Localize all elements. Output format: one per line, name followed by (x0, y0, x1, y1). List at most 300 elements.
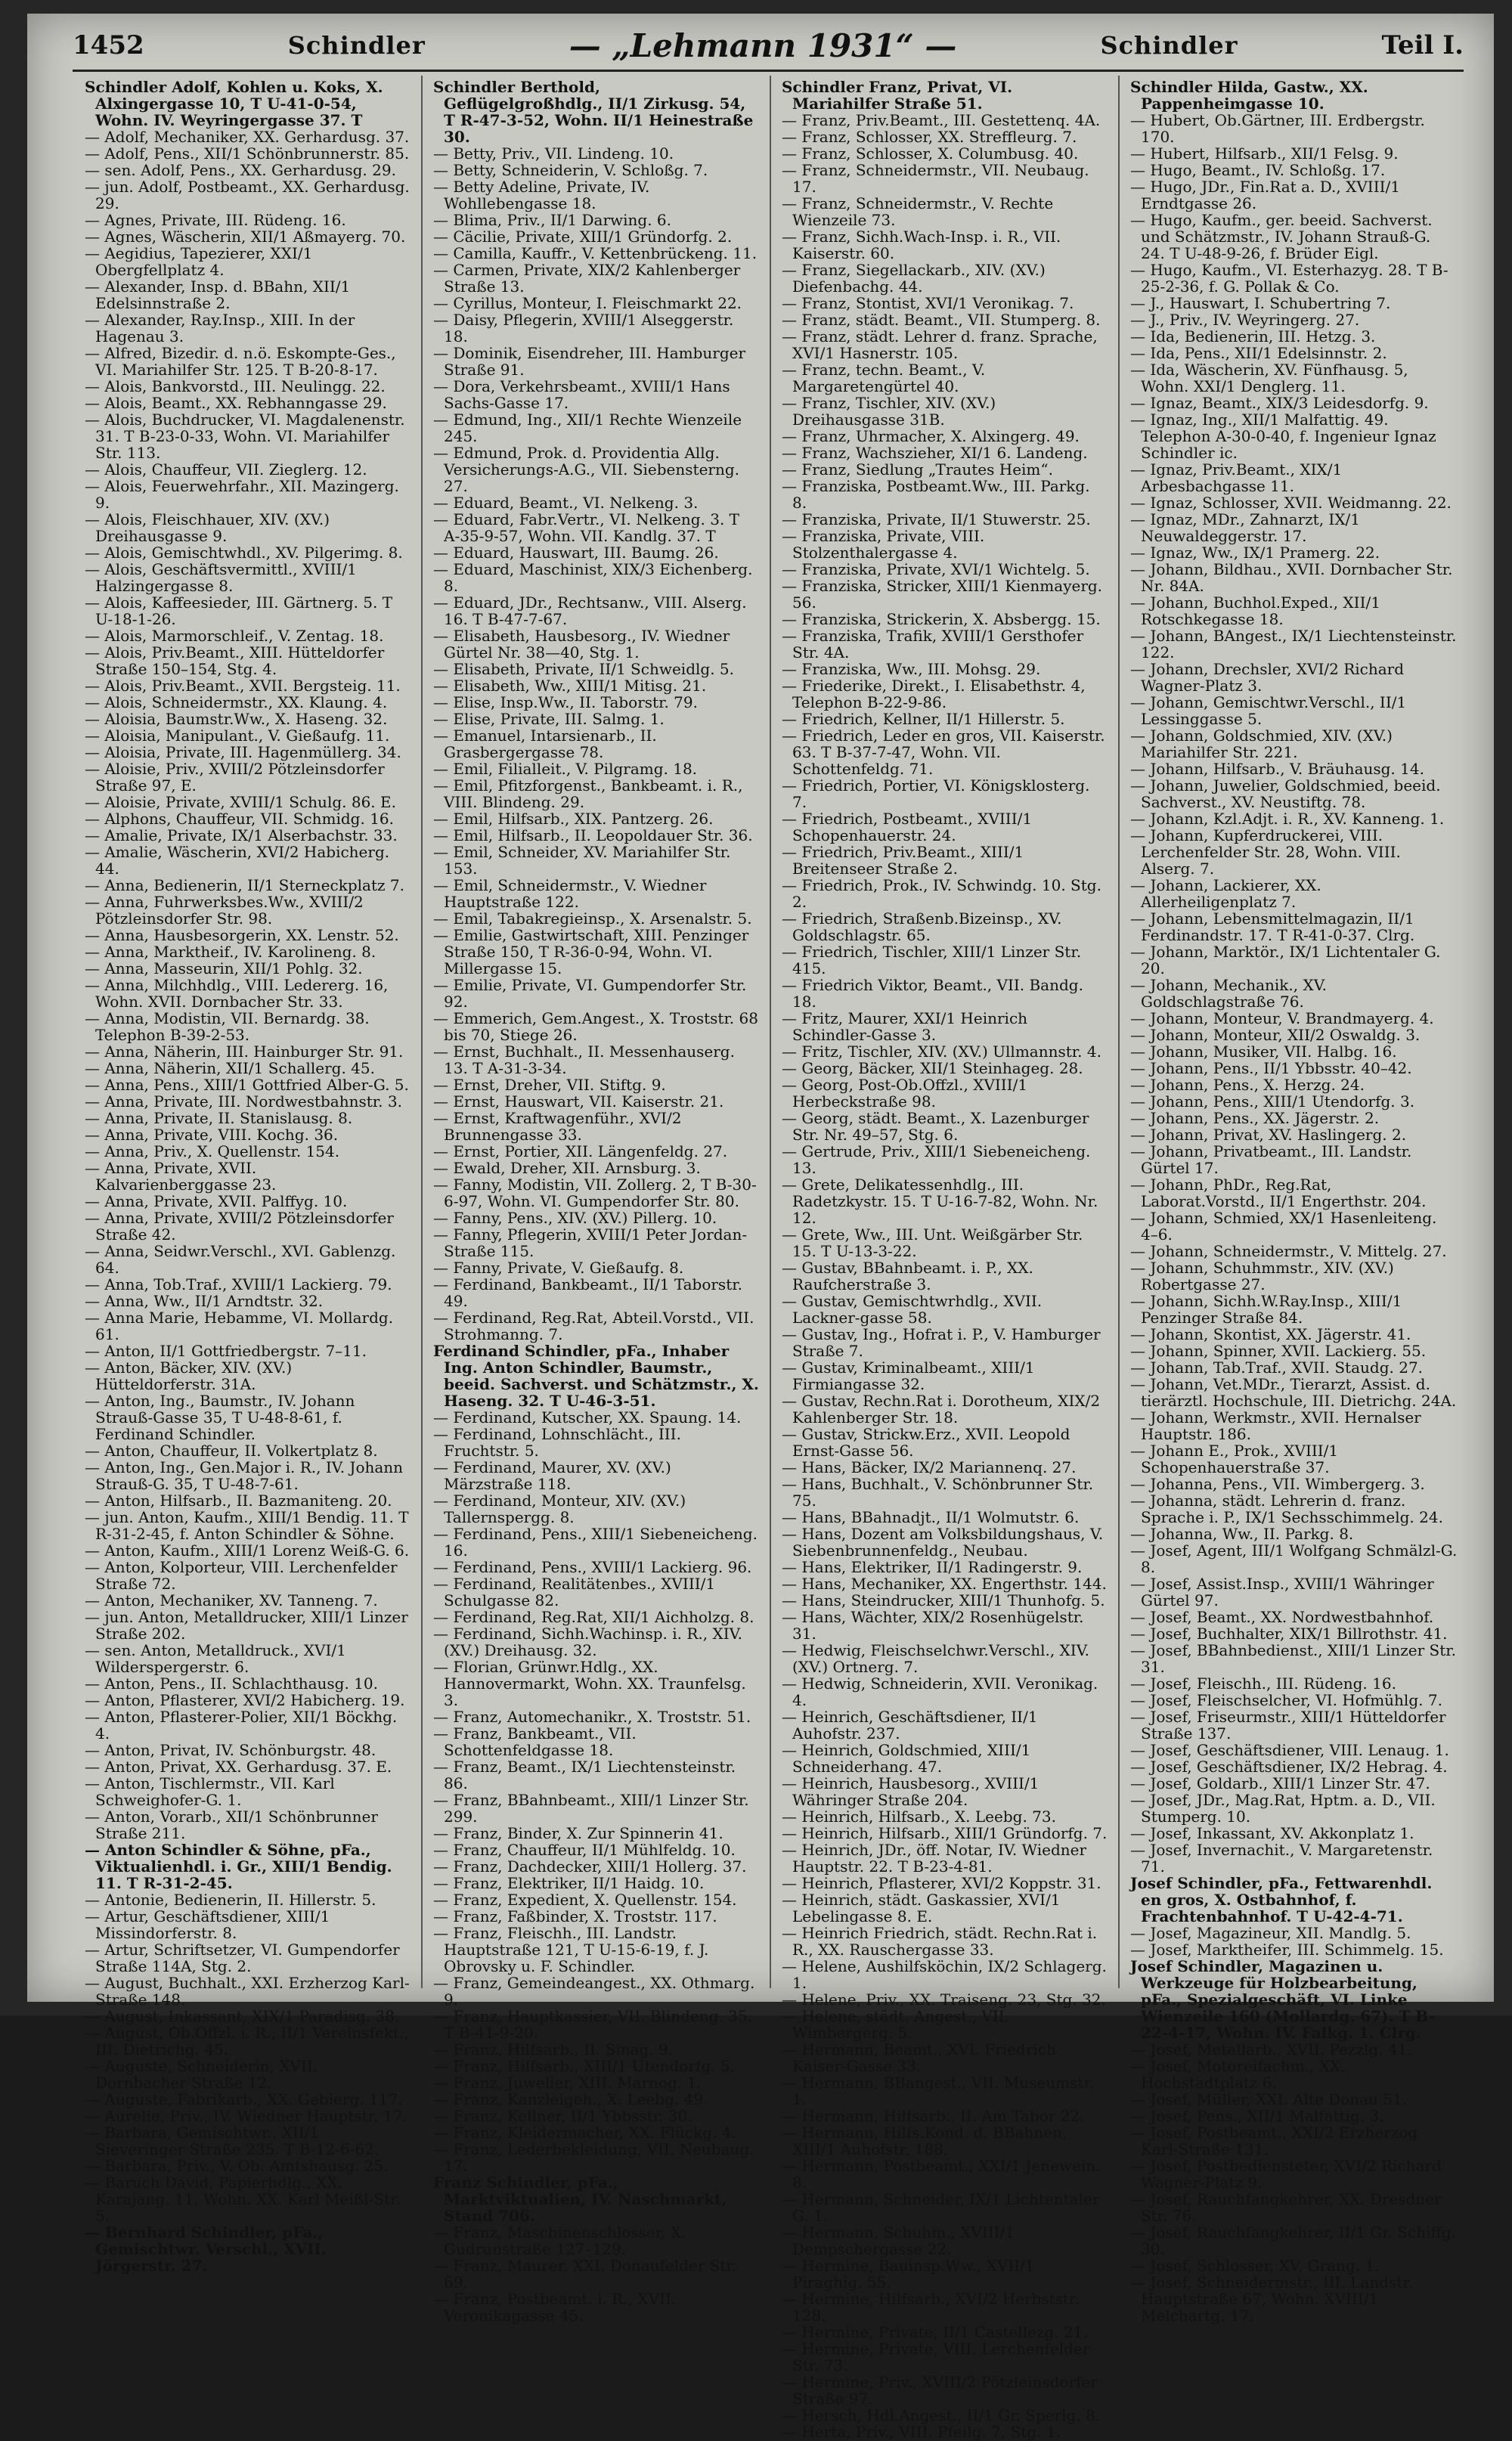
directory-entry: — Anton, Privat, IV. Schönburgstr. 48. (85, 1741, 376, 1759)
directory-entry: — Anna, Seidwr.Verschl., XVI. Gablenzg. 64. (85, 1242, 396, 1277)
directory-entry: — jun. Anton, Metalldrucker, XIII/1 Linzer Straße 202. (85, 1608, 408, 1643)
directory-entry: — Ernst, Portier, XII. Längenfeldg. 27. (433, 1142, 728, 1160)
directory-entry: — Josef, Postbeamt., XXI/2 Erzherzog Karl-Straße 131. (1130, 2123, 1418, 2158)
directory-entry: — Josef, Goldarb., XIII/1 Linzer Str. 47. (1130, 1774, 1430, 1792)
directory-entry: — Johann, Goldschmied, XIV. (XV.) Mariahilfer Str. 221. (1130, 726, 1393, 761)
directory-entry: — Johann, Schmied, XX/1 Hasenleiteng. 4–6. (1130, 1209, 1437, 1244)
directory-entry: — Anna, Pens., XIII/1 Gottfried Alber-G. 5. (85, 1076, 409, 1094)
directory-entry: — Anna, Masseurin, XII/1 Pohlg. 32. (85, 959, 363, 977)
directory-entry: — Betty, Schneiderin, V. Schloßg. 7. (433, 161, 708, 179)
directory-entry: — Friedrich, Portier, VI. Königsklosterg. 7. (782, 776, 1090, 811)
directory-entry: — Franz, Gemeindeangest., XX. Othmarg. 9. (433, 1974, 755, 2009)
directory-entry: — Johanna, Ww., II. Parkg. 8. (1130, 1525, 1354, 1543)
directory-entry: — Friedrich, Prok., IV. Schwindg. 10. Stg. 2. (782, 876, 1101, 911)
directory-entry: — Heinrich, Hilfsarb., XIII/1 Gründorfg. 7. (782, 1824, 1108, 1842)
directory-entry: — Anton, Vorarb., XII/1 Schönbrunner Straße 211. (85, 1808, 378, 1842)
directory-entry: — Helene, städt. Angest., VII. Wimbergerg. 5. (782, 2007, 1010, 2042)
directory-entry: — Ignaz, Priv.Beamt., XIX/1 Arbesbachgasse 11. (1130, 460, 1343, 495)
directory-entry: — Emil, Pfitzforgenst., Bankbeamt. i. R., VIII. Blindeng. 29. (433, 776, 743, 811)
directory-entry: — August, Inkassant, XIX/1 Paradisg. 38. (85, 2007, 400, 2025)
directory-entry: — Hermann, Postbeamt., XXI/1 Jenewein. 8. (782, 2157, 1101, 2192)
directory-entry: — Josef, Magazineur, XII. Mandlg. 5. (1130, 1924, 1411, 1942)
directory-entry: — Anton Schindler & Söhne, pFa., Viktualienhdl. i. Gr., XIII/1 Bendig. 11. T R-31-2-45. (85, 1841, 392, 1892)
directory-entry: — Cäcilie, Private, XIII/1 Gründorfg. 2. (433, 228, 733, 246)
directory-entry: — Franz, Elektriker, II/1 Haidg. 10. (433, 1874, 705, 1892)
directory-entry: — jun. Anton, Kaufm., XIII/1 Bendig. 11. T R-31-2-45, f. Anton Schindler & Söhne. (85, 1508, 409, 1543)
directory-entry: — Franz, Maurer, XXI. Donaufelder Str. 69. (433, 2257, 737, 2291)
directory-entry: — Heinrich, Hilfsarb., X. Leebg. 73. (782, 1808, 1056, 1826)
directory-entry: — Ernst, Kraftwagenführ., XVI/2 Brunnengasse 33. (433, 1109, 682, 1144)
directory-entry: — Hermann, Beamt., XVI. Friedrich Kaiser-Gasse 33. (782, 2040, 1056, 2075)
header-part: Teil I. (1381, 30, 1464, 60)
directory-entry: — Hermann, Schuhm., XVIII/1 Dempschergasse 22. (782, 2223, 1015, 2258)
column-4 (1120, 76, 1468, 2325)
directory-entry: — Grete, Delikatessenhdlg., III. Radetzkystr. 15. T U-16-7-82, Wohn. Nr. 12. (782, 1176, 1098, 1227)
directory-entry: — Franziska, Strickerin, X. Absbergg. 15. (782, 610, 1101, 628)
directory-entry: — Johanna, städt. Lehrerin d. franz. Sprache i. P., IX/1 Sechsschimmelg. 24. (1130, 1492, 1443, 1526)
directory-entry: — Josef, Schlosser, XV. Grang. 1. (1130, 2257, 1380, 2275)
directory-entry: — Johann, Privatbeamt., III. Landstr. Gürtel 17. (1130, 1142, 1412, 1177)
directory-entry: — Josef, JDr., Mag.Rat, Hptm. a. D., VII. Stumperg. 10. (1130, 1791, 1436, 1826)
directory-entry: — Alois, Feuerwehrfahr., XII. Mazingerg. 9. (85, 477, 399, 512)
directory-entry: — Gustav, Ing., Hofrat i. P., V. Hamburger Straße 7. (782, 1325, 1101, 1360)
directory-entry: — Georg, städt. Beamt., X. Lazenburger Str. Nr. 49–57, Stg. 6. (782, 1109, 1089, 1144)
directory-entry: — Johann, Werkmstr., XVII. Hernalser Hauptstr. 186. (1130, 1408, 1421, 1443)
directory-entry: — Elisabeth, Private, II/1 Schweidlg. 5. (433, 660, 734, 678)
directory-entry: — Alois, Schneidermstr., XX. Klaung. 4. (85, 693, 388, 711)
directory-entry: — Johann, Privat, XV. Haslingerg. 2. (1130, 1126, 1407, 1144)
page-number: 1452 (73, 30, 144, 60)
directory-entry: — Anton, Hilfsarb., II. Bazmaniteng. 20. (85, 1492, 392, 1510)
directory-entry: — Hedwig, Schneiderin, XVII. Veronikag. 4. (782, 1674, 1098, 1709)
directory-entry: — Franz, Uhrmacher, X. Alxingerg. 49. (782, 427, 1080, 445)
directory-entry: — Hans, Mechaniker, XX. Engerthstr. 144. (782, 1575, 1107, 1593)
directory-entry: — Gustav, Strickw.Erz., XVII. Leopold Ernst-Gasse 56. (782, 1425, 1070, 1460)
directory-entry: — Anton, Bäcker, XIV. (XV.) Hütteldorferstr. 31A. (85, 1358, 293, 1393)
directory-entry: — Johann E., Prok., XVIII/1 Schopenhauerstraße 37. (1130, 1442, 1339, 1476)
directory-entry: — Eduard, Beamt., VI. Nelkeng. 3. (433, 494, 699, 512)
directory-entry: — Gustav, Gemischtwrhdlg., XVII. Lackner-gasse 58. (782, 1292, 1043, 1327)
directory-entry: — Anton, Kaufm., XIII/1 Lorenz Weiß-G. 6. (85, 1541, 410, 1560)
directory-entry: — Franz, Chauffeur, II/1 Mühlfeldg. 10. (433, 1841, 736, 1859)
page-header (73, 24, 1464, 67)
directory-entry: — Franziska, Postbeamt.Ww., III. Parkg. 8. (782, 477, 1090, 512)
directory-entry: — Heinrich Friedrich, städt. Rechn.Rat i. R., XX. Rauschergasse 33. (782, 1924, 1098, 1959)
directory-entry: — Josef, Friseurmstr., XIII/1 Hütteldorfer Straße 137. (1130, 1708, 1446, 1742)
directory-entry: — Bernhard Schindler, pFa., Gemischtwr. Verschl., XVII. Jörgerstr. 27. (85, 2223, 327, 2275)
directory-entry: — Emil, Filialleit., V. Pilgramg. 18. (433, 760, 698, 778)
directory-entry: — Ferdinand, Sichh.Wachinsp. i. R., XIV. (XV.) Dreihausg. 32. (433, 1625, 742, 1659)
directory-entry: — Alois, Bankvorstd., III. Neulingg. 22. (85, 377, 386, 395)
directory-entry: — Franz, Expedient, X. Quellenstr. 154. (433, 1891, 737, 1909)
directory-entry: — Franz, Wachszieher, XI/1 6. Landeng. (782, 444, 1088, 462)
directory-entry: — Ferdinand, Realitätenbes., XVIII/1 Schulgasse 82. (433, 1575, 716, 1609)
directory-entry: — Antonie, Bedienerin, II. Hillerstr. 5. (85, 1891, 376, 1909)
directory-entry: — Anton, II/1 Gottfriedbergstr. 7–11. (85, 1342, 367, 1360)
directory-entry: — Hugo, Beamt., IV. Schloßg. 17. (1130, 161, 1386, 179)
directory-entry: — Agnes, Private, III. Rüdeng. 16. (85, 211, 346, 229)
directory-entry: — Hans, BBahnadjt., II/1 Wolmutstr. 6. (782, 1508, 1080, 1526)
directory-entry: — Ferdinand, Lohnschlächt., III. Fruchtstr. 5. (433, 1425, 681, 1460)
directory-entry: — Franz, Fleischh., III. Landstr. Hauptstraße 121, T U-15-6-19, f. J. Obrovsky u. F. Schindler. (433, 1924, 709, 1975)
directory-entry: — Anna, Priv., X. Quellenstr. 154. (85, 1142, 340, 1160)
directory-entry: — Fritz, Maurer, XXI/1 Heinrich Schindler-Gasse 3. (782, 1009, 1028, 1044)
directory-entry: — Edmund, Prok. d. Providentia Allg. Versicherungs-A.G., VII. Siebensterng. 27. (433, 444, 740, 495)
directory-entry: — Herta, Priv., VIII. Pfeilg. 7, Stg. 1. (782, 2423, 1061, 2441)
directory-entry: — Johann, Spinner, XVII. Lackierg. 55. (1130, 1342, 1427, 1360)
directory-entry: — sen. Adolf, Pens., XX. Gerhardusg. 29. (85, 161, 396, 179)
directory-entry: — Franz, Hilfsarb., XIII/1 Utendorfg. 5. (433, 2057, 735, 2075)
directory-entry: — Alois, Geschäftsvermittl., XVIII/1 Halzingergasse 8. (85, 560, 357, 595)
directory-entry: — Anna, Fuhrwerksbes.Ww., XVIII/2 Pötzleinsdorfer Str. 98. (85, 893, 364, 928)
directory-entry: — Hermann, Schneider, IX/1 Lichtentaler G. 1. (782, 2190, 1100, 2225)
directory-entry: — Franz, Schneidermstr., VII. Neubaug. 17. (782, 161, 1089, 196)
directory-entry: — Hermine, Private, II/1 Castellezg. 21. (782, 2323, 1088, 2341)
directory-entry: — Alois, Priv.Beamt., XIII. Hütteldorfer Straße 150–154, Stg. 4. (85, 643, 385, 678)
directory-entry: — Johann, Marktör., IX/1 Lichtentaler G. 20. (1130, 943, 1441, 977)
directory-entry: — Emanuel, Intarsienarb., II. Grasbergergasse 78. (433, 726, 657, 761)
directory-entry: — Ignaz, Ww., IX/1 Pramerg. 22. (1130, 544, 1380, 562)
directory-entry: Franz Schindler, pFa., Marktviktualien, IV. Naschmarkt, Stand 706. (433, 2173, 727, 2225)
directory-entry: — Franz, städt. Beamt., VII. Stumperg. 8. (782, 311, 1101, 329)
directory-entry: — Johann, Mechanik., XV. Goldschlagstraße 76. (1130, 976, 1328, 1011)
directory-entry: — Franz, Siedlung „Trautes Heim“. (782, 460, 1053, 479)
directory-entry: — Franz, Lederbekleidung, VII. Neubaug. 17. (433, 2140, 754, 2175)
directory-entry: — Friedrich, Kellner, II/1 Hillerstr. 5. (782, 710, 1065, 728)
directory-entry: — Josef, Pens., XII/1 Malfattig. 3. (1130, 2107, 1384, 2125)
directory-entry: — Franz, Tischler, XIV. (XV.) Dreihausgasse 31B. (782, 394, 996, 429)
directory-entry: — Cyrillus, Monteur, I. Fleischmarkt 22. (433, 294, 742, 312)
directory-entry: — Josef, BBahnbedienst., XIII/1 Linzer Str. 31. (1130, 1641, 1456, 1676)
directory-entry: — Josef, Fleischh., III. Rüdeng. 16. (1130, 1674, 1396, 1693)
directory-entry: — Franz, Hauptkassier, VII. Blindeng. 35. T B-41-9-20. (433, 2007, 752, 2042)
directory-entry: — Anna, Private, XVII. Kalvarienberggasse 23. (85, 1159, 277, 1194)
directory-entry: — Franz, Kanzleigeh., X. Leebg. 49. (433, 2090, 708, 2108)
directory-entry: — Hugo, Kaufm., VI. Esterhazyg. 28. T B-25-2-36, f. G. Pollak & Co. (1130, 261, 1448, 296)
directory-entry: — Ignaz, Beamt., XIX/3 Leidesdorfg. 9. (1130, 394, 1429, 412)
directory-entry: — Franz, Kleidermacher, XX. Flückg. 4. (433, 2123, 736, 2142)
directory-entry: — Johann, Buchhol.Exped., XII/1 Rotschkegasse 18. (1130, 593, 1380, 628)
directory-entry: — Josef, Beamt., XX. Nordwestbahnhof. (1130, 1608, 1434, 1626)
directory-entry: — Josef, Inkassant, XV. Akkonplatz 1. (1130, 1824, 1414, 1842)
directory-entry: — Emil, Hilfsarb., II. Leopoldauer Str. 36. (433, 826, 753, 844)
header-title: — „Lehmann 1931“ — (569, 26, 957, 64)
directory-entry: — Emmerich, Gem.Angest., X. Troststr. 68 bis 70, Stiege 26. (433, 1009, 758, 1044)
directory-entry: — Anton, Chauffeur, II. Volkertplatz 8. (85, 1442, 378, 1460)
directory-entry: — Ferdinand, Kutscher, XX. Spaung. 14. (433, 1408, 742, 1426)
directory-entry: Schindler Hilda, Gastw., XX. Pappenheimgasse 10. (1130, 78, 1368, 113)
directory-entry: — Hersch, Hdl.Angest., II/1 Gr. Sperlg. 8. (782, 2406, 1101, 2424)
directory-entry: — Franz, Siegellackarb., XIV. (XV.) Diefenbachg. 44. (782, 261, 1046, 296)
directory-entry: — Johann, Skontist, XX. Jägerstr. 41. (1130, 1325, 1411, 1343)
directory-entry: — Heinrich, städt. Gaskassier, XVI/1 Lebelingasse 8. E. (782, 1891, 1061, 1925)
header-right-name: Schindler (1100, 31, 1238, 60)
directory-entry: — Anna Marie, Hebamme, VI. Mollardg. 61. (85, 1309, 394, 1343)
directory-entry: — Heinrich, Goldschmied, XIII/1 Schneiderhang. 47. (782, 1741, 1031, 1776)
directory-entry: — Betty, Priv., VII. Lindeng. 10. (433, 144, 674, 163)
directory-entry: — Johann, Schneidermstr., V. Mittelg. 27. (1130, 1242, 1447, 1260)
directory-entry: — Elisabeth, Hausbesorg., IV. Wiedner Gürtel Nr. 38—40, Stg. 1. (433, 627, 730, 661)
directory-entry: — Elise, Private, III. Salmg. 1. (433, 710, 665, 728)
directory-entry: — Franz, Bankbeamt., VII. Schottenfeldgasse 18. (433, 1724, 637, 1759)
directory-entry: — Florian, Grünwr.Hdlg., XX. Hannovermarkt, Wohn. XX. Traunfelsg. 3. (433, 1658, 746, 1709)
directory-entry: — Georg, Post-Ob.Offzl., XVIII/1 Herbeckstraße 98. (782, 1076, 1028, 1111)
directory-entry: — Friedrich, Leder en gros, VII. Kaiserstr. 63. T B-37-7-47, Wohn. VII. Schottenfeldg. 71. (782, 726, 1105, 778)
directory-entry: — Johann, Lebensmittelmagazin, II/1 Ferdinandstr. 17. T R-41-0-37. Clrg. (1130, 909, 1415, 944)
directory-entry: — Hermine, Hilfsarb., XVI/2 Herbststr. 128. (782, 2290, 1080, 2325)
directory-entry: — Franz, Automechanikr., X. Troststr. 51. (433, 1708, 751, 1726)
directory-entry: — Franz, Schneidermstr., V. Rechte Wienzeile 73. (782, 194, 1054, 229)
directory-entry: — Elisabeth, Ww., XIII/1 Mitisg. 21. (433, 677, 707, 695)
directory-entry: — Camilla, Kauffr., V. Kettenbrückeng. 11. (433, 244, 758, 262)
directory-entry: — Anton, Pens., II. Schlachthausg. 10. (85, 1674, 378, 1693)
directory-entry: — August, Ob.Offzl. i. R., II/1 Vereinsfekt., III. Dietrichg. 45. (85, 2024, 409, 2058)
directory-entry: — Johann, Pens., II/1 Ybbsstr. 40–42. (1130, 1059, 1412, 1077)
directory-entry: — Johann, Juwelier, Goldschmied, beeid. Sachverst., XV. Neustiftg. 78. (1130, 776, 1441, 811)
directory-entry: — Gertrude, Priv., XIII/1 Siebeneicheng. 13. (782, 1142, 1091, 1177)
directory-entry: — Baruch David, Papierhdlg., XX. Karajang. 11, Wohn. XX. Karl Meißl-Str. 5. (85, 2173, 401, 2225)
directory-entry: — Anna, Private, III. Nordwestbahnstr. 3. (85, 1092, 402, 1111)
directory-entry: — Franz, Schlosser, XX. Streffleurg. 7. (782, 128, 1077, 146)
directory-entry: — Josef, Müller, XXI. Alte Donau 51. (1130, 2090, 1408, 2108)
directory-entry: — Franz, Hilfsarb., II. Sinag. 9. (433, 2040, 674, 2058)
directory-entry: — Anton, Mechaniker, XV. Tanneng. 7. (85, 1591, 378, 1609)
directory-entry: — Franz, BBahnbeamt., XIII/1 Linzer Str. 299. (433, 1791, 749, 1826)
directory-entry: — Hans, Buchhalt., V. Schönbrunner Str. 75. (782, 1475, 1094, 1510)
directory-entry: — Josef, Invernachit., V. Margaretenstr. 71. (1130, 1841, 1433, 1876)
directory-entry: — Aloisia, Private, III. Hagenmüllerg. 34. (85, 743, 401, 761)
directory-entry: Ferdinand Schindler, pFa., Inhaber Ing. Anton Schindler, Baumstr., beeid. Sachverst. und Schätzmstr., X. Haseng. 32. T U-46-3-51. (433, 1342, 759, 1410)
directory-entry: — Barbara, Priv., V. Ob. Amtshausg. 25. (85, 2157, 389, 2175)
directory-entry: — Auguste, Schneiderin, XVII. Dornbacher Straße 12. (85, 2057, 318, 2092)
directory-entry: — Dora, Verkehrsbeamt., XVIII/1 Hans Sachs-Gasse 17. (433, 377, 730, 412)
directory-entry: — Ewald, Dreher, XII. Arnsburg. 3. (433, 1159, 701, 1177)
directory-entry: — Hans, Elektriker, II/1 Radingerstr. 9. (782, 1558, 1083, 1576)
directory-entry: — Johann, Lackierer, XX. Allerheiligenplatz 7. (1130, 876, 1321, 911)
directory-entry: — Johann, Monteur, V. Brandmayerg. 4. (1130, 1009, 1434, 1027)
directory-entry: — Josef, Postbediensteter, XVI/2 Richard Wagner-Platz 9. (1130, 2157, 1442, 2192)
directory-entry: — Alexander, Insp. d. BBahn, XII/1 Edelsinnstraße 2. (85, 277, 351, 312)
directory-entry: — Ferdinand, Pens., XIII/1 Siebeneicheng. 16. (433, 1525, 758, 1560)
directory-entry: — Alois, Priv.Beamt., XVII. Bergsteig. 11. (85, 677, 401, 695)
directory-entry: — Emil, Schneidermstr., V. Wiedner Hauptstraße 122. (433, 876, 707, 911)
directory-entry: — Hans, Wächter, XIX/2 Rosenhügelstr. 31. (782, 1608, 1084, 1643)
directory-entry: Schindler Franz, Privat, VI. Mariahilfer Straße 51. (782, 78, 1013, 113)
directory-entry: — Fritz, Tischler, XIV. (XV.) Ullmannstr. 4. (782, 1042, 1101, 1061)
directory-entry: — Johann, Pens., XIII/1 Utendorfg. 3. (1130, 1092, 1415, 1111)
directory-entry: — Helene, Aushilfsköchin, IX/2 Schlagerg. 1. (782, 1957, 1107, 1992)
directory-entry: — Johann, Bildhau., XVII. Dornbacher Str. Nr. 84A. (1130, 560, 1453, 595)
directory-entry: — Artur, Schriftsetzer, VI. Gumpendorfer Straße 114A, Stg. 2. (85, 1941, 400, 1975)
directory-entry: — Anton, Kolporteur, VIII. Lerchenfelder Straße 72. (85, 1558, 398, 1593)
directory-entry: — Anton, Privat, XX. Gerhardusg. 37. E. (85, 1758, 392, 1776)
directory-entry: — Ida, Bedienerin, III. Hetzg. 3. (1130, 327, 1376, 345)
directory-entry: — Hans, Dozent am Volksbildungshaus, V. Siebenbrunnenfeldg., Neubau. (782, 1525, 1104, 1560)
directory-entry: — Ferdinand, Reg.Rat, Abteil.Vorstd., VII. Strohmanng. 7. (433, 1309, 754, 1343)
directory-entry: — Hubert, Ob.Gärtner, III. Erdbergstr. 170. (1130, 111, 1425, 146)
directory-entry: — Aurelie, Priv., IV. Wiedner Hauptstr. 17. (85, 2107, 407, 2125)
directory-entry: — Aloisia, Baumstr.Ww., X. Haseng. 32. (85, 710, 388, 728)
directory-entry: — sen. Anton, Metalldruck., XVI/1 Wilderspergerstr. 6. (85, 1641, 346, 1676)
directory-entry: — Agnes, Wäscherin, XII/1 Aßmayerg. 70. (85, 228, 406, 246)
directory-entry: — Franz, Juwelier, XIII. Marnog. 1. (433, 2074, 702, 2092)
directory-entry: — J., Hauswart, I. Schubertring 7. (1130, 294, 1391, 312)
directory-entry: — Grete, Ww., III. Unt. Weißgärber Str. 15. T U-13-3-22. (782, 1225, 1083, 1260)
column-3 (771, 76, 1120, 2441)
directory-entry: — Ernst, Dreher, VII. Stiftg. 9. (433, 1076, 666, 1094)
directory-entry: — Ernst, Hauswart, VII. Kaiserstr. 21. (433, 1092, 724, 1111)
directory-entry: — Hubert, Hilfsarb., XII/1 Felsg. 9. (1130, 144, 1399, 163)
directory-entry: — Hermine, Bauinsp.Ww., XVII/1 Piraghig. 55. (782, 2257, 1035, 2291)
directory-entry: — Johann, Schuhmmstr., XIV. (XV.) Robertgasse 27. (1130, 1259, 1394, 1293)
directory-entry: — Fanny, Pflegerin, XVIII/1 Peter Jordan-Straße 115. (433, 1225, 748, 1260)
directory-entry: — jun. Adolf, Postbeamt., XX. Gerhardusg. 29. (85, 178, 410, 212)
directory-entry: — Emilie, Gastwirtschaft, XIII. Penzinger Straße 150, T R-36-0-94, Wohn. VI. Millergasse 15. (433, 926, 749, 977)
directory-entry: — Johann, PhDr., Reg.Rat, Laborat.Vorstd., II/1 Engerthstr. 204. (1130, 1176, 1427, 1210)
directory-entry: — Anna, Ww., II/1 Arndtstr. 32. (85, 1292, 324, 1310)
directory-entry: — Emil, Tabakregieinsp., X. Arsenalstr. 5. (433, 909, 752, 928)
directory-entry: — Johann, Vet.MDr., Tierarzt, Assist. d. tierärztl. Hochschule, III. Dietrichg. 24A. (1130, 1375, 1457, 1410)
directory-entry: — Amalie, Wäscherin, XVI/2 Habicherg. 44. (85, 843, 390, 878)
directory-entry: — Franz, städt. Lehrer d. franz. Sprache, XVI/1 Hasnerstr. 105. (782, 327, 1098, 362)
directory-entry: — Josef, Rauchfangkehrer, II/1 Gr. Schiffg. 30. (1130, 2223, 1456, 2258)
directory-entry: — Josef, Geschäftsdiener, VIII. Lenaug. 1. (1130, 1741, 1449, 1759)
directory-entry: — Edmund, Ing., XII/1 Rechte Wienzeile 245. (433, 410, 742, 445)
directory-entry: — Anton, Pflasterer, XVI/2 Habicherg. 19. (85, 1691, 405, 1709)
directory-entry: — Franz, Stontist, XVI/1 Veronikag. 7. (782, 294, 1074, 312)
directory-entry: — Anna, Hausbesorgerin, XX. Lenstr. 52. (85, 926, 399, 944)
directory-entry: — Johann, Hilfsarb., V. Bräuhausg. 14. (1130, 760, 1424, 778)
directory-entry: — Ferdinand, Pens., XVIII/1 Lackierg. 96. (433, 1558, 752, 1576)
directory-entry: — Elise, Insp.Ww., II. Taborstr. 79. (433, 693, 698, 711)
directory-entry: — Blima, Priv., II/1 Darwing. 6. (433, 211, 671, 229)
directory-entry: — Franziska, Private, II/1 Stuwerstr. 25. (782, 510, 1091, 528)
directory-entry: — Ignaz, MDr., Zahnarzt, IX/1 Neuwaldeggerstr. 17. (1130, 510, 1361, 545)
directory-entry: — Emil, Schneider, XV. Mariahilfer Str. 153. (433, 843, 731, 878)
directory-entry: — Josef, Assist.Insp., XVIII/1 Währinger Gürtel 97. (1130, 1575, 1434, 1609)
directory-entry: — Alois, Chauffeur, VII. Zieglerg. 12. (85, 460, 367, 479)
directory-entry: — Ignaz, Schlosser, XVII. Weidmanng. 22. (1130, 494, 1452, 512)
directory-entry: — Josef, Buchhalter, XIX/1 Billrothstr. 41. (1130, 1625, 1448, 1643)
directory-entry: — Hedwig, Fleischselchwr.Verschl., XIV. (XV.) Ortnerg. 7. (782, 1641, 1090, 1676)
directory-entry: — Anton, Tischlermstr., VII. Karl Schweighofer-G. 1. (85, 1774, 335, 1809)
directory-entry: — Franz, Kellner, II/1 Ybbsstr. 30. (433, 2107, 692, 2125)
directory-entry: — Alois, Kaffeesieder, III. Gärtnerg. 5. T U-18-1-26. (85, 593, 393, 628)
directory-entry: — Franz, Dachdecker, XIII/1 Hollerg. 37. (433, 1857, 747, 1876)
directory-entry: — Alois, Gemischtwhdl., XV. Pilgerimg. 8. (85, 544, 403, 562)
directory-entry: — Aloisie, Priv., XVIII/2 Pötzleinsdorfer Straße 97, E. (85, 760, 385, 795)
column-1 (74, 76, 423, 2275)
directory-entry: — Friedrich, Postbeamt., XVIII/1 Schopenhauerstr. 24. (782, 810, 1033, 844)
directory-entry: — Aloisia, Manipulant., V. Gießaufg. 11. (85, 726, 390, 745)
column-2 (423, 76, 771, 2325)
directory-entry: — Heinrich, JDr., öff. Notar, IV. Wiedner Hauptstr. 22. T B-23-4-81. (782, 1841, 1087, 1876)
directory-entry: — Franziska, Stricker, XIII/1 Kienmayerg. 56. (782, 577, 1103, 612)
directory-entry: — Gustav, BBahnbeamt. i. P., XX. Raufcherstraße 3. (782, 1259, 1033, 1293)
directory-entry: — Anna, Näherin, III. Hainburger Str. 91. (85, 1042, 404, 1061)
directory-entry: — Alexander, Ray.Insp., XIII. In der Hagenau 3. (85, 311, 355, 345)
directory-entry: — Anna, Marktheif., IV. Karolineng. 8. (85, 943, 376, 961)
directory-entry: — Alois, Beamt., XX. Rebhanngasse 29. (85, 394, 387, 412)
directory-entry: — Josef, Schneidermstr., III. Landstr. Hauptstraße 67, Wohn. XVIII/1 Melchartg. 17. (1130, 2273, 1414, 2325)
directory-entry: — Franz, Priv.Beamt., III. Gestettenq. 4A. (782, 111, 1101, 129)
directory-entry: — Aegidius, Tapezierer, XXI/1 Obergfellplatz 4. (85, 244, 313, 279)
directory-entry: Josef Schindler, pFa., Fettwarenhdl. en gros, X. Ostbahnhof, f. Frachtenbahnhof. T U-42-4-71. (1130, 1874, 1433, 1925)
directory-page (27, 14, 1494, 2441)
directory-entry: — Franz, Postbeamt. i. R., XVII. Veronikagasse 45. (433, 2290, 677, 2325)
directory-entry: — Johann, Sichh.W.Ray.Insp., XIII/1 Penzinger Straße 84. (1130, 1292, 1402, 1327)
directory-entry: — Franz, Beamt., IX/1 Liechtensteinstr. 86. (433, 1758, 736, 1792)
directory-entry: — Alfred, Bizedir. d. n.ö. Eskompte-Ges., VI. Mariahilfer Str. 125. T B-20-8-17. (85, 344, 396, 379)
directory-entry: — Friederike, Direkt., I. Elisabethstr. 4, Telephon B-22-9-86. (782, 677, 1086, 711)
directory-entry: — Anna, Bedienerin, II/1 Sterneckplatz 7. (85, 876, 404, 894)
directory-entry: — Friedrich, Straßenb.Bizeinsp., XV. Goldschlagstr. 65. (782, 909, 1062, 944)
directory-entry: — Hans, Bäcker, IX/2 Mariannenq. 27. (782, 1458, 1077, 1476)
directory-entry: — Johann, Monteur, XII/2 Oswaldg. 3. (1130, 1026, 1421, 1044)
directory-entry: — Josef, Agent, III/1 Wolfgang Schmälzl-G. 8. (1130, 1541, 1458, 1576)
directory-entry: — Carmen, Private, XIX/2 Kahlenberger Straße 13. (433, 261, 741, 296)
directory-entry: — J., Priv., IV. Weyringerg. 27. (1130, 311, 1360, 329)
directory-entry: — Eduard, Fabr.Vertr., VI. Nelkeng. 3. T A-35-9-57, Wohn. VII. Kandlg. 37. T (433, 510, 740, 545)
directory-entry: — Betty Adeline, Private, IV. Wohllebengasse 18. (433, 178, 650, 212)
directory-entry: — Franziska, Trafik, XVIII/1 Gersthofer Str. 4A. (782, 627, 1084, 661)
directory-entry: — Ida, Wäscherin, XV. Fünfhausg. 5, Wohn. XXI/1 Denglerg. 11. (1130, 361, 1408, 395)
directory-entry: — Johanna, Pens., VII. Wimbergerg. 3. (1130, 1475, 1425, 1493)
directory-entry: — Johann, Tab.Traf., XVII. Staudg. 27. (1130, 1358, 1424, 1377)
directory-entry: — Franz, Maschinenschlosser, X. Gudrunstraße 127–129. (433, 2223, 686, 2258)
directory-entry: — Josef, Geschäftsdiener, IX/2 Hebrag. 4. (1130, 1758, 1448, 1776)
directory-entry: — Heinrich, Pflasterer, XVI/2 Koppstr. 31. (782, 1874, 1101, 1892)
directory-entry: — Hugo, JDr., Fin.Rat a. D., XVIII/1 Erndtgasse 26. (1130, 178, 1400, 212)
directory-entry: — Anton, Ing., Gen.Major i. R., IV. Johann Strauß-G. 35, T U-48-7-61. (85, 1458, 404, 1493)
directory-entry: — Anna, Private, II. Stanislausg. 8. (85, 1109, 353, 1127)
directory-entry: — Ferdinand, Maurer, XV. (XV.) Märzstraße 118. (433, 1458, 671, 1493)
directory-entry: — Friedrich, Tischler, XIII/1 Linzer Str. 415. (782, 943, 1082, 977)
directory-entry: — Ignaz, Ing., XII/1 Malfattig. 49. Telephon A-30-0-40, f. Ingenieur Ignaz Schindler ic. (1130, 410, 1436, 462)
directory-entry: — Hermine, Private, VIII. Lerchenfelder Str. 73. (782, 2340, 1090, 2374)
directory-entry: — Anna, Private, VIII. Kochg. 36. (85, 1126, 339, 1144)
directory-entry: — Alois, Buchdrucker, VI. Magdalenenstr. 31. T B-23-0-33, Wohn. VI. Mariahilfer Str. 113. (85, 410, 405, 462)
directory-entry: — Hugo, Kaufm., ger. beeid. Sachverst. und Schätzmstr., IV. Johann Strauß-G. 24. T U-48-9-26, f. Brüder Eigl. (1130, 211, 1433, 262)
directory-entry: — Josef, Marktheifer, III. Schimmelg. 15. (1130, 1941, 1444, 1959)
directory-entry: Josef Schindler, Magazinen u. Werkzeuge für Holzbearbeitung, pFa., Spezialgeschäft, VI. Linke Wienzeile 160 (Mollardg. 67). T B-22-4-17, Wohn. IV. Falkg. 1. Clrg. (1130, 1957, 1435, 2042)
directory-entry: — Anna, Näherin, XII/1 Schallerg. 45. (85, 1059, 375, 1077)
directory-entry: — Anna, Private, XVII. Palffyg. 10. (85, 1192, 348, 1210)
directory-entry: — Johann, Gemischtwr.Verschl., II/1 Lessinggasse 5. (1130, 693, 1407, 728)
directory-entry: — Johann, BAngest., IX/1 Liechtensteinstr. 122. (1130, 627, 1457, 661)
directory-entry: — Hermann, Hilfsarb., II. Am Tabor 22. (782, 2107, 1085, 2125)
directory-entry: — Anton, Ing., Baumstr., IV. Johann Strauß-Gasse 35, T U-48-8-61, f. Ferdinand Schindler. (85, 1392, 355, 1443)
directory-entry: — Georg, Bäcker, XII/1 Steinhageg. 28. (782, 1059, 1083, 1077)
directory-entry: — Heinrich, Hausbesorg., XVIII/1 Währinger Straße 204. (782, 1774, 1040, 1809)
directory-entry: — Anna, Private, XVIII/2 Pötzleinsdorfer Straße 42. (85, 1209, 394, 1244)
directory-columns (74, 76, 1468, 2441)
directory-entry: — Auguste, Fabrikarb., XX. Gebierg. 117. (85, 2090, 403, 2108)
directory-entry: — August, Buchhalt., XXI. Erzherzog Karl-Straße 148. (85, 1974, 410, 2009)
directory-entry: — Josef, Fleischselcher, VI. Hofmühlg. 7. (1130, 1691, 1442, 1709)
directory-entry: — Helene, Priv., XX. Traiseng. 23, Stg. 32. (782, 1990, 1106, 2009)
directory-entry: — Heinrich, Geschäftsdiener, II/1 Auhofstr. 237. (782, 1708, 1038, 1742)
directory-entry: Schindler Adolf, Kohlen u. Koks, X. Alxingergasse 10, T U-41-0-54, Wohn. IV. Weyringergasse 37. T (85, 78, 383, 129)
directory-entry: — Alois, Fleischhauer, XIV. (XV.) Dreihausgasse 9. (85, 510, 330, 545)
directory-entry: — Johann, Musiker, VII. Halbg. 16. (1130, 1042, 1397, 1061)
directory-entry: — Ferdinand, Reg.Rat, XII/1 Aichholzg. 8. (433, 1608, 754, 1626)
directory-entry: — Emilie, Private, VI. Gumpendorfer Str. 92. (433, 976, 747, 1011)
directory-entry: — Fanny, Private, V. Gießaufg. 8. (433, 1259, 684, 1277)
directory-entry: — Friedrich, Priv.Beamt., XIII/1 Breitenseer Straße 2. (782, 843, 1024, 878)
directory-entry: — Emil, Hilfsarb., XIX. Pantzerg. 26. (433, 810, 714, 828)
directory-entry: — Daisy, Pflegerin, XVIII/1 Alseggerstr. 18. (433, 311, 734, 345)
